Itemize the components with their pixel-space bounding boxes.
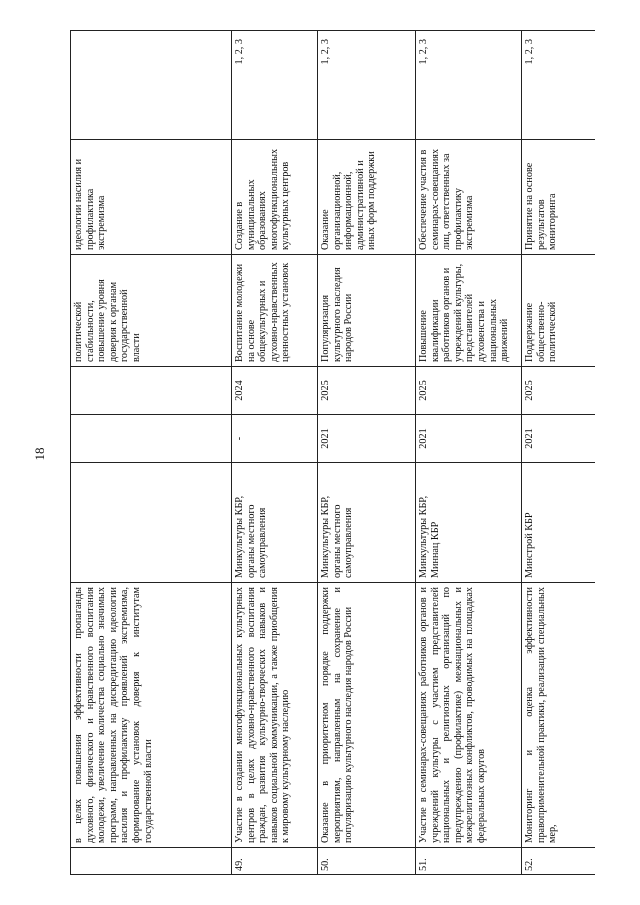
cell-responsible: Минкультуры КБР, органы местного самоуправления: [317, 462, 415, 582]
cell-goal: Воспитание молодежи на основе общекультурных и духовно-нравственных ценностных установок: [231, 254, 317, 366]
cell-start-year: [70, 414, 231, 462]
cell-number: [70, 847, 231, 875]
cell-end-year: [70, 366, 231, 414]
cell-start-year: 2021: [521, 414, 595, 462]
table-row: [231, 30, 318, 875]
cell-goal: Поддержание общественно-политической: [521, 254, 595, 366]
cell-tasks: [70, 30, 231, 139]
cell-tasks: 1, 2, 3: [317, 30, 415, 139]
cell-tasks: 1, 2, 3: [231, 30, 317, 139]
cell-result: Обеспечение участия в семинарах-совещаниях лиц, ответственных за профилактику экстремизма: [415, 139, 521, 254]
cell-responsible: [70, 462, 231, 582]
cell-end-year: 2024: [231, 366, 317, 414]
cell-activity: Участие в семинарах-совещаниях работников органов и учреждений культуры с участием представителей национальных и религиозных организаций по предупреждению (профилактике) межнациональных и межрелигиозных конфликтов, проводимых на площадках федеральных округов: [415, 582, 521, 847]
cell-number: 49.: [231, 847, 317, 875]
cell-activity: в целях повышения эффективности пропаганды духовного, физического и нравственного воспитания молодежи, увеличение количества социально значимых программ, направленных на дискредитацию идеологии насилия и профилактику проявлений экстремизма, формирование установок доверия к институтам государственной власти: [70, 582, 231, 847]
cell-activity: Участие в создании многофункциональных культурных центров в целях духовно-нравственного воспитания граждан, развития культурно-творческих навыков и навыков социальной коммуникации, а также приобщения к мировому культурному наследию: [231, 582, 317, 847]
cell-responsible: Минкультуры КБР, органы местного самоуправления: [231, 462, 317, 582]
cell-end-year: 2025: [521, 366, 595, 414]
cell-activity: Оказание в приоритетном порядке поддержки мероприятиям, направленным на сохранение и популяризацию культурного наследия народов России: [317, 582, 415, 847]
page-body: [70, 30, 595, 875]
cell-result: Создание в муниципальных образованиях многофункциональных культурных центров: [231, 139, 317, 254]
cell-result: Принятие на основе результатов мониторинга: [521, 139, 595, 254]
cell-responsible: Минкультуры КБР, Миннац КБР: [415, 462, 521, 582]
cell-tasks: 1, 2, 3: [415, 30, 521, 139]
cell-number: 50.: [317, 847, 415, 875]
cell-start-year: -: [231, 414, 317, 462]
cell-end-year: 2025: [317, 366, 415, 414]
cell-goal: Популяризация культурного наследия народов России: [317, 254, 415, 366]
cell-responsible: Минстрой КБР: [521, 462, 595, 582]
page-number: 18: [32, 447, 47, 461]
table-row: [521, 30, 595, 875]
cell-start-year: 2021: [415, 414, 521, 462]
cell-goal: Повышение квалификации работников органов и учреждений культуры, представителей духовенства и национальных движений: [415, 254, 521, 366]
cell-number: 52.: [521, 847, 595, 875]
cell-result: идеологии насилия и профилактика экстремизма: [70, 139, 231, 254]
cell-result: Оказание организационной, информационной, административной и иных форм поддержки: [317, 139, 415, 254]
cell-tasks: 1, 2, 3: [521, 30, 595, 139]
cell-goal: политической стабильности, повышение уровня доверия к органам государственной власти: [70, 254, 231, 366]
table-row: [415, 30, 522, 875]
measures-table: [70, 30, 595, 875]
table-row: [317, 30, 416, 875]
table-row: [70, 30, 232, 875]
cell-number: 51.: [415, 847, 521, 875]
cell-start-year: 2021: [317, 414, 415, 462]
cell-activity: Мониторинг и оценка эффективности правоприменительной практики, реализации специальных мер,: [521, 582, 595, 847]
cell-end-year: 2025: [415, 366, 521, 414]
